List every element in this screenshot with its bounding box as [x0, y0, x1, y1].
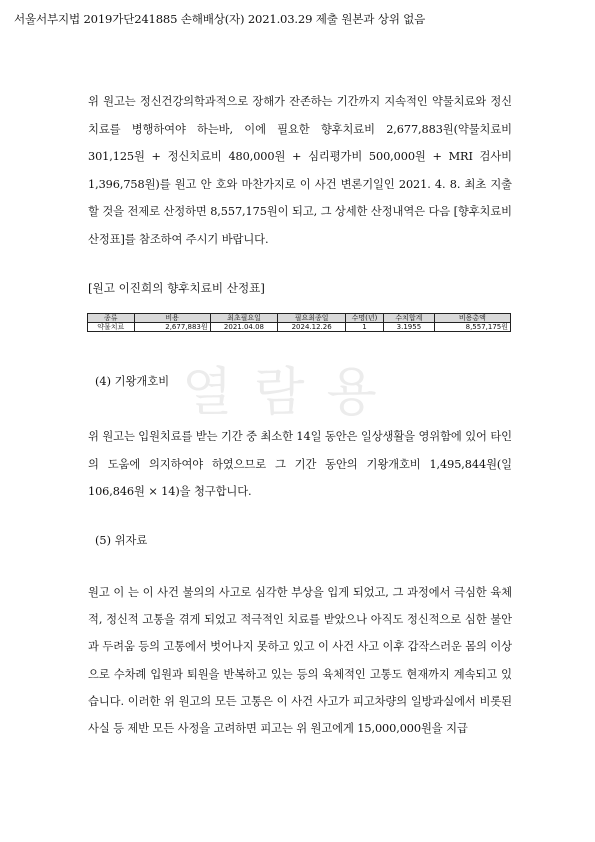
- col-header-years: 수명(년): [345, 314, 383, 323]
- cell-first-date: 2021.04.08: [210, 323, 278, 332]
- watermark: 열람용: [182, 363, 399, 423]
- paragraph-nursing-cost: 위 원고는 입원치료를 받는 기간 중 최소한 14일 동안은 일상생활을 영위함에 있어 타인의 도움에 의지하여야 하였으므로 그 기간 동안의 기왕개호비 1,495,844원(일 106,846원 × 14)을 청구합니다.: [88, 430, 512, 499]
- table-header-row: [88, 314, 511, 323]
- col-header-total: 비용총액: [434, 314, 510, 323]
- cell-total: 8,557,175원: [434, 323, 510, 332]
- table-row: [88, 323, 511, 332]
- col-header-coefficient: 수치합계: [384, 314, 435, 323]
- section-heading-consolation: (5) 위자료: [95, 534, 148, 547]
- cell-years: 1: [345, 323, 383, 332]
- paragraph-consolation: 원고 이 는 이 사건 불의의 사고로 심각한 부상을 입게 되었고, 그 과정에서 극심한 육체적, 정신적 고통을 겪게 되었고 적극적인 치료를 받았으나 아직도 정신적으로 심한 불안과 두려움 등의 고통에서 벗어나지 못하고 있고 이 사건 사고 이후 갑작스러운 몸의 이상으로 수차례 입원과 퇴원을 반복하고 있는 등의 육체적인 고통도 현재까지 계속되고 있습니다. 이러한 위 원고의 모든 고통은 이 사건 사고가 피고차량의 일방과실에서 비롯된 사실 등 제반 모든 사정을 고려하면 피고는 위 원고에게 15,000,000원을 지급: [88, 586, 512, 736]
- col-header-first-date: 최초필요일: [210, 314, 278, 323]
- paragraph-future-treatment: 위 원고는 정신건강의학과적으로 장해가 잔존하는 기간까지 지속적인 약물치료와 정신치료를 병행하여야 하는바, 이에 필요한 향후치료비 2,677,883원(약물치료비 301,125원 + 정신치료비 480,000원 + 심리평가비 500,000원 + MRI 검사비 1,396,758원)를 원고 안 호와 마찬가지로 이 사건 변론기일인 2021. 4. 8. 최초 지출할 것을 전제로 산정하면 8,557,175원이 되고, 그 상세한 산정내역은 다음 [향후치료비 산정표]를 참조하여 주시기 바랍니다.: [88, 95, 512, 246]
- cell-coefficient: 3.1955: [384, 323, 435, 332]
- col-header-cost: 비용: [134, 314, 210, 323]
- section-heading-nursing: (4) 기왕개호비: [95, 375, 170, 388]
- col-header-last-date: 필요최종일: [278, 314, 346, 323]
- table-title: [원고 이진희의 향후치료비 산정표]: [88, 281, 265, 295]
- col-header-type: 종류: [88, 314, 135, 323]
- cell-last-date: 2024.12.26: [278, 323, 346, 332]
- cell-cost: 2,677,883원: [134, 323, 210, 332]
- cell-type: 약물치료: [88, 323, 135, 332]
- document-header: 서울서부지법 2019가단241885 손해배상(자) 2021.03.29 제출 원본과 상위 없음: [14, 12, 426, 26]
- treatment-cost-table: [87, 313, 511, 332]
